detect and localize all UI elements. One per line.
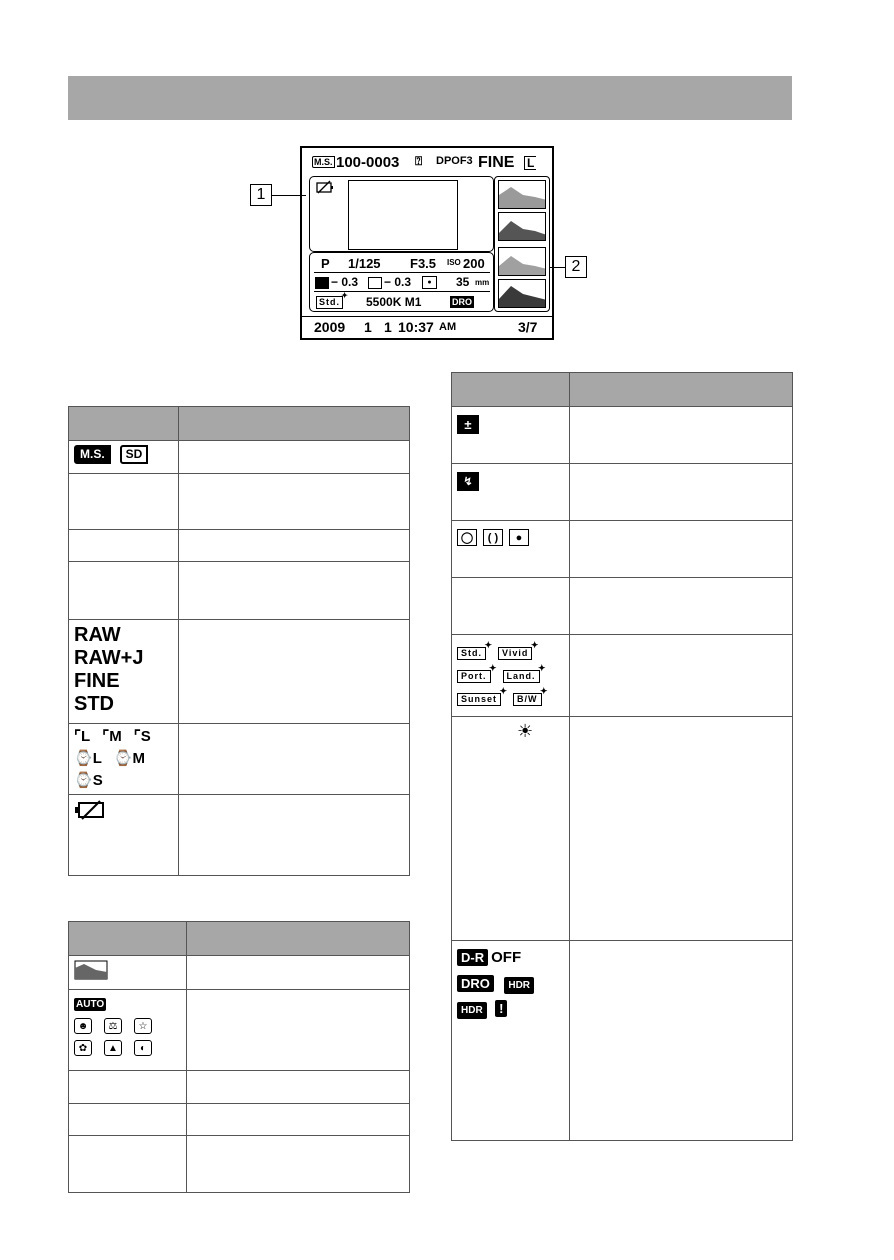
callout-2: 2 (565, 256, 587, 278)
spot-metering-icon: ● (422, 276, 437, 289)
hdr-tag: HDR (504, 977, 534, 994)
table-row (69, 990, 410, 1071)
exposure-compensation-icon: ± (457, 415, 479, 434)
raw-jpeg-quality-label: RAW+J (74, 647, 144, 669)
icon-cell (69, 724, 179, 795)
time-ampm: AM (439, 321, 457, 333)
iso-label: ISO (447, 258, 461, 267)
style-vivid-tag: Vivid ✦ (498, 647, 532, 660)
style-sunset-tag: Sunset ✦ (457, 693, 501, 706)
key-icon: ⍰ (415, 154, 423, 168)
icon-cell (452, 578, 570, 635)
table-row (452, 717, 793, 941)
histogram-luminance (498, 180, 546, 209)
header-cell (570, 373, 793, 407)
desc-cell (187, 1071, 410, 1104)
image-size-small-icon: ⌜S (133, 728, 151, 745)
callout-2-leader (549, 267, 565, 268)
icon-cell (452, 717, 570, 941)
indicator-table-3 (451, 372, 793, 1141)
style-portrait-tag: Port. ✦ (457, 670, 491, 683)
icon-cell (69, 1071, 187, 1104)
desc-cell (179, 474, 410, 530)
spot-metering-icon: ● (509, 529, 529, 546)
memory-card-icon: M.S. (314, 157, 333, 167)
flash-compensation-icon (368, 277, 382, 289)
focal-length-value: 35 (456, 275, 470, 289)
panorama-medium-icon: ⌚M (113, 750, 146, 767)
battery-low-icon (74, 799, 108, 821)
desc-cell (570, 407, 793, 464)
portrait-scene-icon: ☻ (74, 1018, 92, 1034)
hdr-tag: HDR (457, 1002, 487, 1019)
shutter-speed: 1/125 (348, 256, 381, 271)
table-row (452, 635, 793, 717)
header-cell (187, 922, 410, 956)
icon-cell (69, 795, 179, 876)
table-row (452, 464, 793, 521)
table-row (69, 795, 410, 876)
dpof-label: DPOF3 (436, 155, 473, 167)
date-month: 1 (364, 319, 372, 335)
date-day: 1 (384, 319, 392, 335)
sunset-scene-icon: ◐ (134, 1040, 152, 1056)
sun-icon: ☀ (517, 721, 534, 741)
icon-cell (69, 474, 179, 530)
indicator-table-2 (68, 921, 410, 1193)
desc-cell (187, 990, 410, 1071)
histogram-blue (498, 279, 546, 308)
table-row (69, 1104, 410, 1136)
night-scene-icon: ☆ (134, 1018, 152, 1034)
table-row (69, 620, 410, 724)
dro-off-label: OFF (491, 949, 522, 966)
lcd-display-illustration (300, 146, 554, 340)
desc-cell (570, 464, 793, 521)
desc-cell (570, 521, 793, 578)
desc-cell (179, 620, 410, 724)
image-preview (348, 180, 458, 250)
histogram-green (498, 247, 546, 276)
table-header (69, 407, 410, 441)
desc-cell (570, 635, 793, 717)
icon-cell (69, 1104, 187, 1136)
icon-cell (452, 464, 570, 521)
image-size-large-icon: ⌜L (74, 728, 91, 745)
bottom-divider (302, 316, 552, 317)
desc-cell (179, 562, 410, 620)
landscape-scene-icon: ▲ (104, 1040, 122, 1056)
icon-cell (69, 562, 179, 620)
sd-card-icon: SD (120, 445, 149, 464)
table-row (69, 562, 410, 620)
white-balance: 5500K M1 (366, 295, 422, 309)
style-standard-tag: Std. ✦ (457, 647, 486, 660)
icon-cell (69, 620, 179, 724)
desc-cell (179, 795, 410, 876)
icon-cell (452, 635, 570, 717)
panorama-large-icon: ⌚L (74, 750, 102, 767)
icon-cell (69, 441, 179, 474)
flash-compensation-value: − 0.3 (384, 275, 412, 289)
dro-off-tag: D-R (457, 949, 488, 966)
desc-cell (570, 717, 793, 941)
icon-cell (69, 956, 187, 990)
center-weighted-metering-icon: ( ) (483, 529, 503, 546)
table-row (69, 724, 410, 795)
dro-tag: DRO (457, 975, 494, 992)
panorama-small-icon: ⌚S (74, 772, 103, 789)
image-count: 3/7 (518, 319, 538, 335)
header-cell (179, 407, 410, 441)
table-row (452, 578, 793, 635)
desc-cell (179, 441, 410, 474)
desc-cell (570, 941, 793, 1141)
desc-cell (179, 724, 410, 795)
battery-icon (315, 180, 335, 194)
table-row (69, 474, 410, 530)
table-row (69, 1136, 410, 1193)
table-row (452, 521, 793, 578)
desc-cell (570, 578, 793, 635)
table-row (69, 1071, 410, 1104)
date-year: 2009 (314, 319, 346, 335)
std-quality-label: STD (74, 693, 114, 715)
histogram-icon (74, 960, 108, 980)
desc-cell (187, 1136, 410, 1193)
divider (314, 272, 490, 273)
creative-style-tag: Std. ✦ (316, 296, 343, 309)
memory-stick-icon: M.S. (74, 445, 111, 464)
histogram-red (498, 212, 546, 241)
time: 10:37 (398, 319, 434, 335)
warning-icon: ! (495, 1000, 507, 1017)
desc-cell (179, 530, 410, 562)
callout-1-leader (272, 195, 306, 196)
sports-scene-icon: ⚖ (104, 1018, 122, 1034)
icon-cell (69, 990, 187, 1071)
table-row (452, 407, 793, 464)
icon-cell (452, 407, 570, 464)
exposure-compensation-icon (315, 277, 329, 289)
exposure-compensation-value: − 0.3 (331, 275, 359, 289)
fine-quality-label: FINE (74, 670, 120, 692)
table-row (69, 530, 410, 562)
shooting-data-panel (309, 252, 494, 312)
header-cell (69, 407, 179, 441)
histogram-column (494, 176, 550, 312)
raw-quality-label: RAW (74, 624, 121, 646)
icon-cell (69, 530, 179, 562)
table-header (69, 922, 410, 956)
icon-cell (69, 1136, 187, 1193)
icon-cell (452, 941, 570, 1141)
header-cell (69, 922, 187, 956)
quality-label: FINE (478, 154, 515, 171)
desc-cell (187, 956, 410, 990)
folder-file-number: 100-0003 (336, 154, 400, 171)
auto-scene-icon: AUTO (76, 999, 105, 1010)
exposure-mode: P (321, 256, 330, 271)
aperture: F3.5 (410, 256, 437, 271)
image-size-medium-icon: ⌜M (102, 728, 122, 745)
table-row (452, 941, 793, 1141)
macro-scene-icon: ✿ (74, 1040, 92, 1056)
dro-tag: DRO (452, 297, 472, 307)
multi-segment-metering-icon: ◯ (457, 529, 477, 546)
table-row (69, 441, 410, 474)
table-header (452, 373, 793, 407)
desc-cell (187, 1104, 410, 1136)
callout-1: 1 (250, 184, 272, 206)
style-bw-tag: B/W ✦ (513, 693, 542, 706)
style-landscape-tag: Land. ✦ (503, 670, 540, 683)
indicator-table-1 (68, 406, 410, 876)
iso-value: 200 (463, 256, 485, 271)
table-row (69, 956, 410, 990)
section-title-band (68, 76, 792, 120)
icon-cell (452, 521, 570, 578)
image-size-icon: L (524, 156, 536, 170)
focal-length-unit: mm (475, 278, 490, 287)
header-cell (452, 373, 570, 407)
image-preview-panel (309, 176, 494, 252)
flash-compensation-icon: ↯ (457, 472, 479, 491)
